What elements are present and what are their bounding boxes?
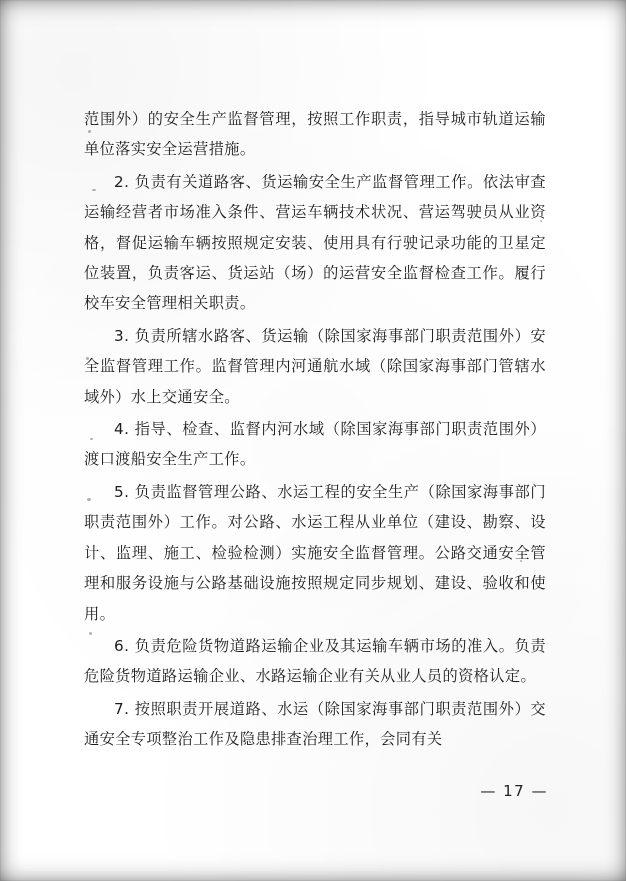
scan-speck [90, 438, 93, 440]
scan-speck [520, 560, 522, 562]
scan-speck [92, 189, 96, 191]
scan-speck [87, 498, 91, 501]
paragraph-item-2: 2. 负责有关道路客、货运输安全生产监督管理工作。依法审查运输经营者市场准入条件、营运车辆技术状况、营运驾驶员从业资格，督促运输车辆按照规定安装、使用具有行驶记录功能的卫星定位装置，负责客运、货运站（场）的运营安全监督检查工作。履行校车安全管理相关职责。 [84, 172, 546, 313]
paragraph-item-6: 6. 负责危险货物道路运输企业及其运输车辆市场的准入。负责危险货物道路运输企业、水路运输企业有关从业人员的资格认定。 [84, 636, 546, 686]
scan-speck [540, 220, 542, 222]
scan-speck [93, 735, 96, 737]
paragraph-item-3: 3. 负责所辖水路客、货运输（除国家海事部门职责范围外）安全监督管理工作。监督管理内河通航水域（除国家海事部门管辖水域外）水上交通安全。 [84, 326, 546, 406]
scan-speck [88, 130, 91, 133]
page-number: — 17 — [480, 782, 548, 800]
scan-speck [86, 357, 89, 360]
paragraph-item-4: 4. 指导、检查、监督内河水域（除国家海事部门职责范围外）渡口渡船安全生产工作。 [84, 420, 546, 469]
document-body [84, 104, 546, 757]
scan-speck [89, 632, 92, 635]
paragraph-item-7: 7. 按照职责开展道路、水运（除国家海事部门职责范围外）交通安全专项整治工作及隐患排查治理工作，会同有关 [84, 699, 546, 749]
paragraph-continued: 范围外）的安全生产监督管理，按照工作职责，指导城市轨道运输单位落实安全运营措施。 [84, 110, 546, 159]
paragraph-item-5: 5. 负责监督管理公路、水运工程的安全生产（除国家海事部门职责范围外）工作。对公路、水运工程从业单位（建设、勘察、设计、监理、施工、检验检测）实施安全监督管理。公路交通安全管理和服务设施与公路基础设施按照规定同步规划、建设、验收和使用。 [84, 482, 546, 623]
